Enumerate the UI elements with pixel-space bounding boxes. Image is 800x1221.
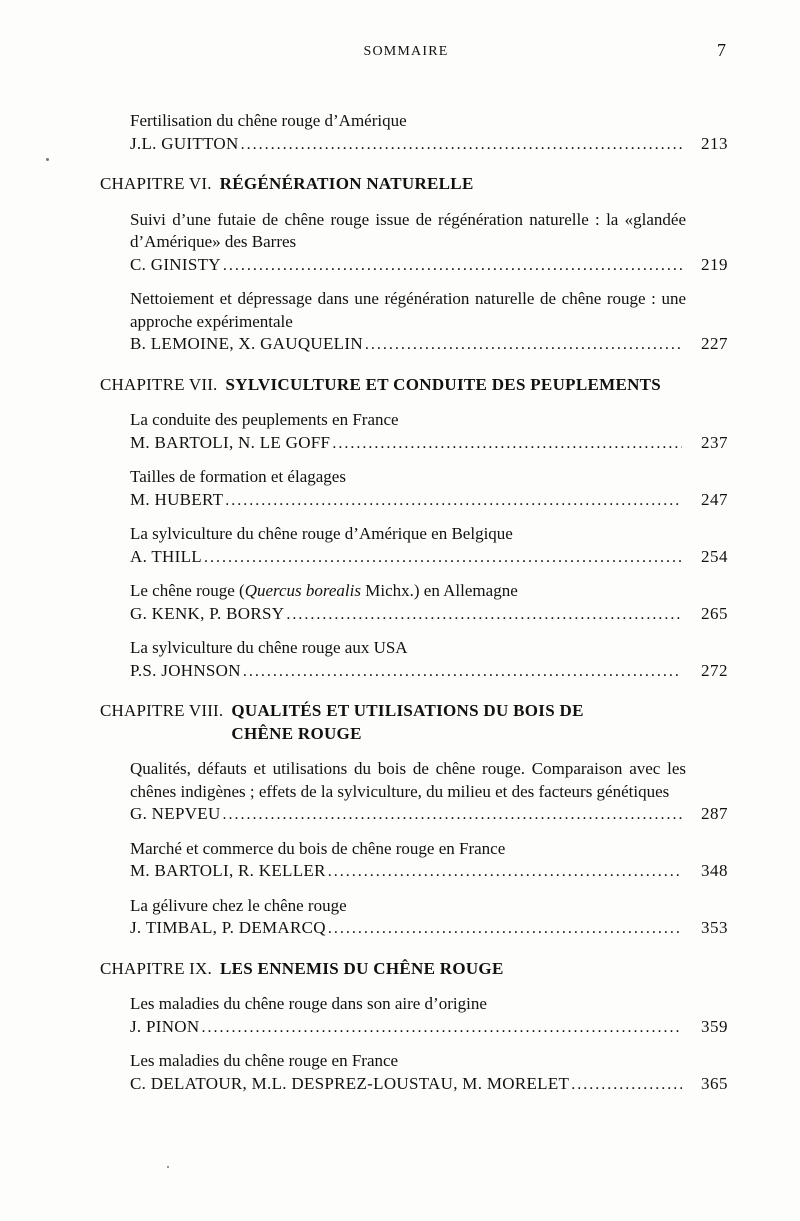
toc-entry [130,637,728,683]
page-header [100,40,728,64]
toc-entry [130,580,728,626]
entry-authors: P.S. JOHNSON [130,660,241,680]
entry-author-line [130,333,728,357]
entry-authors: A. THILL [130,546,202,566]
entry-title [130,580,686,603]
entry-title: Marché et commerce du bois de chêne rouge en France [130,838,506,858]
entry-author-line [130,432,728,456]
entry-page-number: 237 [701,432,728,452]
entry-title-text: Le chêne rouge ( [130,581,245,600]
entry-authors: J. TIMBAL, P. DEMARCQ [130,918,326,937]
toc-entry [130,758,728,827]
scan-speck [167,1166,169,1168]
page-header-title: SOMMAIRE [363,44,449,59]
entry-authors: C. DELATOUR, M.L. DESPREZ-LOUSTAU, M. MORELET [130,1073,570,1093]
dotted-leader [365,333,682,357]
page-number: 7 [717,40,726,60]
entry-author-line [130,1073,728,1097]
dotted-leader [201,1016,682,1040]
dotted-leader [223,803,682,827]
chapter-heading [100,173,728,196]
entry-author-line [130,133,728,157]
entry-authors: M. HUBERT [130,489,224,509]
entry-authors: G. KENK, P. BORSY [130,603,285,623]
entry-authors: M. BARTOLI, N. LE GOFF [130,432,331,452]
entry-page-number: 247 [701,489,728,509]
entry-page-number: 272 [701,660,728,680]
entry-title: La conduite des peuplements en France [130,410,399,429]
entry-page-number: 227 [701,334,728,353]
toc-entry [130,110,728,156]
chapter-title-line: QUALITÉS ET UTILISATIONS DU BOIS DE [231,701,584,720]
entry-authors: M. BARTOLI, R. KELLER [130,861,326,880]
entry-title: Les maladies du chêne rouge dans son aire d’origine [130,994,487,1013]
entry-author-line [130,660,728,684]
chapter-label: CHAPITRE VI. [100,174,212,193]
entry-page-number: 213 [701,133,728,153]
toc-entry [130,1050,728,1096]
entry-page-number: 265 [701,603,728,623]
entry-title: Fertilisation du chêne rouge d’Amérique [130,111,407,130]
dotted-leader [225,489,682,513]
entry-authors: J.L. GUITTON [130,133,239,153]
dotted-leader [223,254,682,278]
chapter-title-line: CHÊNE ROUGE [231,723,362,743]
chapter-title: SYLVICULTURE ET CONDUITE DES PEUPLEMENTS [225,374,662,394]
chapter-title: RÉGÉNÉRATION NATURELLE [219,174,474,193]
dotted-leader [332,432,682,456]
dotted-leader [328,860,682,884]
chapter-heading [100,374,728,397]
entry-author-line [130,803,728,827]
entry-authors: C. GINISTY [130,254,221,274]
chapter-label: CHAPITRE VII. [100,374,218,394]
chapter-heading [100,958,728,981]
toc-entry [130,895,728,941]
entry-title: Tailles de formation et élagages [130,467,346,486]
entry-author-line [130,489,728,513]
entry-title: La sylviculture du chêne rouge d’Amérique en Belgique [130,524,513,543]
entry-page-number: 219 [701,254,728,274]
entry-title-italic: Quercus borealis [244,581,361,600]
chapter-title [231,700,583,745]
toc-entry [130,409,728,455]
entry-authors: J. PINON [130,1016,200,1036]
entry-page-number: 353 [701,918,728,937]
entry-page-number: 365 [701,1073,728,1093]
entry-authors: G. NEPVEU [130,804,221,823]
entry-author-line [130,546,728,570]
entry-page-number: 287 [701,804,728,823]
scan-speck [46,158,49,161]
entry-author-line [130,917,728,941]
entry-title: La sylviculture du chêne rouge aux USA [130,638,408,657]
entry-author-line [130,1016,728,1040]
dotted-leader [571,1073,682,1097]
entry-title: Les maladies du chêne rouge en France [130,1051,399,1070]
table-of-contents [100,110,728,1096]
dotted-leader [241,133,682,157]
entry-author-line [130,254,728,278]
entry-title: Suivi d’une futaie de chêne rouge issue de régénération naturelle : la «glandée d’Amérique» des Barres [130,209,686,251]
chapter-heading [100,700,728,745]
toc-entry [130,209,728,278]
dotted-leader [243,660,682,684]
chapter-title: LES ENNEMIS DU CHÊNE ROUGE [219,958,504,978]
entry-page-number: 348 [701,861,728,880]
entry-author-line [130,860,728,884]
dotted-leader [286,603,682,627]
toc-entry [130,523,728,569]
entry-author-line [130,603,728,627]
chapter-label: CHAPITRE VIII. [100,701,224,720]
toc-entry [130,288,728,357]
entry-title: Qualités, défauts et utilisations du bois de chêne rouge. Comparaison avec les chênes indigènes ; effets de la sylviculture, du milieu et des facteurs génétiques [130,759,686,801]
entry-authors: B. LEMOINE, X. GAUQUELIN [130,334,363,353]
toc-entry [130,993,728,1039]
toc-entry [130,838,728,884]
entry-title: Nettoiement et dépressage dans une régénération naturelle de chêne rouge : une approche expérimentale [130,289,686,331]
entry-page-number: 359 [701,1016,728,1036]
dotted-leader [328,917,682,941]
entry-title-text: Michx.) en Allemagne [361,581,518,600]
chapter-label: CHAPITRE IX. [100,958,212,978]
toc-entry [130,466,728,512]
dotted-leader [204,546,682,570]
entry-page-number: 254 [701,546,728,566]
entry-title: La gélivure chez le chêne rouge [130,895,347,915]
